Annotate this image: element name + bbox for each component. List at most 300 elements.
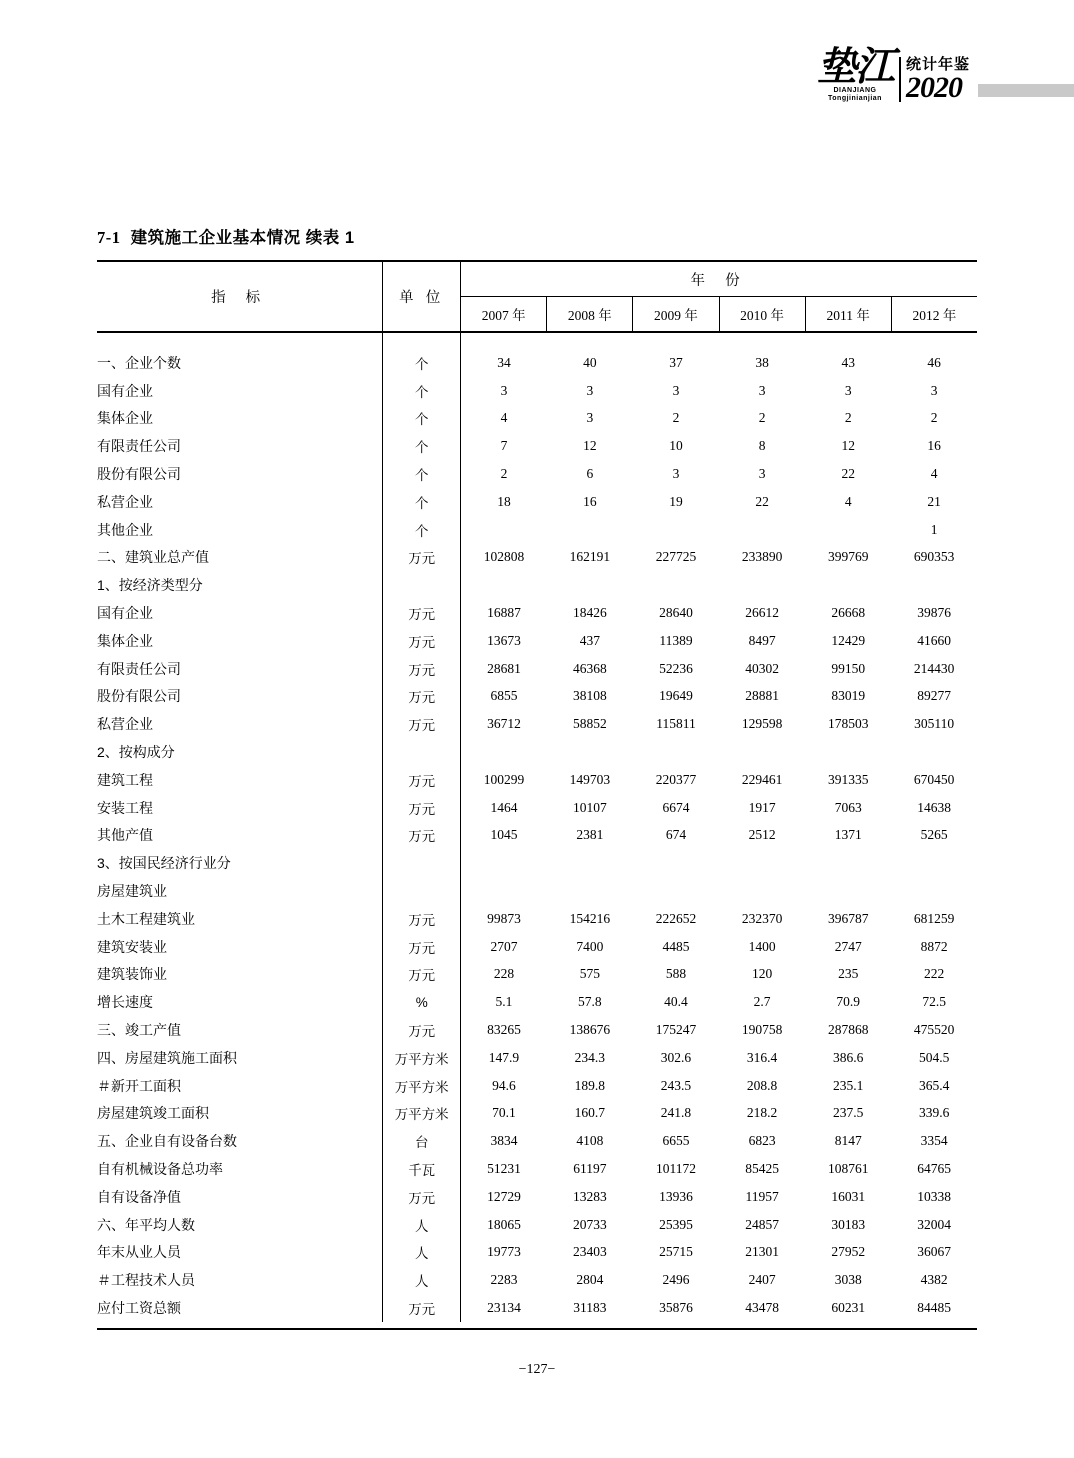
row-unit: 万元 xyxy=(383,1183,461,1211)
row-value: 2 xyxy=(930,410,938,426)
yearbook-logo xyxy=(816,44,970,104)
row-unit: 个 xyxy=(383,432,461,460)
row-value xyxy=(461,516,547,544)
row-value: 237.5 xyxy=(833,1105,864,1121)
row-label: 1、按经济类型分 xyxy=(97,571,383,599)
row-value: 162191 xyxy=(569,549,611,565)
row-value: 41660 xyxy=(917,632,952,648)
table-row xyxy=(97,738,977,766)
row-value: 2381 xyxy=(576,827,604,843)
table-row xyxy=(97,627,977,655)
row-value xyxy=(805,571,891,599)
row-value: 6855 xyxy=(490,688,518,704)
row-label: 股份有限公司 xyxy=(97,683,383,711)
row-value: 241.8 xyxy=(660,1105,692,1121)
row-value: 6823 xyxy=(748,1133,776,1149)
table-row xyxy=(97,766,977,794)
row-value: 681259 xyxy=(913,910,955,926)
row-label: 国有企业 xyxy=(97,377,383,405)
table-spacer-row xyxy=(97,332,977,349)
page-header xyxy=(754,44,1074,110)
table-row xyxy=(97,655,977,683)
table-row xyxy=(97,905,977,933)
row-value: 3834 xyxy=(490,1133,518,1149)
row-value xyxy=(805,849,891,877)
row-value: 35876 xyxy=(659,1299,693,1315)
table-body xyxy=(97,332,977,1322)
row-value: 10 xyxy=(669,438,683,454)
row-value xyxy=(547,571,633,599)
row-value xyxy=(633,877,719,905)
row-value: 3 xyxy=(500,382,508,398)
row-value: 8147 xyxy=(834,1133,862,1149)
table-row xyxy=(97,571,977,599)
table-row xyxy=(97,1016,977,1044)
row-value: 23134 xyxy=(487,1299,521,1315)
row-value: 72.5 xyxy=(922,994,946,1010)
row-value: 178503 xyxy=(827,716,869,732)
row-value: 6 xyxy=(586,466,594,482)
row-unit: 人 xyxy=(383,1239,461,1267)
row-value: 19649 xyxy=(659,688,693,704)
row-unit: 个 xyxy=(383,516,461,544)
table-title-text: 建筑施工企业基本情况 续表 1 xyxy=(130,229,355,247)
row-value: 23403 xyxy=(572,1244,607,1260)
row-value: 222 xyxy=(924,966,945,982)
row-value: 3 xyxy=(672,466,680,482)
row-value: 83019 xyxy=(831,688,866,704)
row-value: 138676 xyxy=(569,1022,611,1038)
row-value: 34 xyxy=(497,354,511,370)
table-row xyxy=(97,877,977,905)
row-value: 36067 xyxy=(917,1244,952,1260)
row-value: 129598 xyxy=(741,716,783,732)
table-row xyxy=(97,377,977,405)
row-label: 自有设备净值 xyxy=(97,1183,383,1211)
row-value: 16 xyxy=(927,438,941,454)
row-value: 25715 xyxy=(659,1244,693,1260)
row-value: 391335 xyxy=(827,771,869,787)
row-value xyxy=(719,849,805,877)
row-value: 7400 xyxy=(576,938,604,954)
row-value: 190758 xyxy=(741,1022,783,1038)
page-title xyxy=(97,224,355,248)
row-label: 六、年平均人数 xyxy=(97,1211,383,1239)
table-row xyxy=(97,961,977,989)
row-value: 1371 xyxy=(834,827,862,843)
table-row xyxy=(97,1294,977,1322)
row-value: 101172 xyxy=(655,1161,696,1176)
row-value: 2747 xyxy=(834,938,862,954)
row-value: 84485 xyxy=(917,1299,952,1315)
row-value: 3 xyxy=(930,382,938,398)
row-value: 243.5 xyxy=(660,1077,692,1093)
row-value: 58852 xyxy=(572,716,607,732)
row-unit: 万元 xyxy=(383,961,461,989)
row-unit: 万平方米 xyxy=(383,1044,461,1072)
row-label: 二、建筑业总产值 xyxy=(97,544,383,572)
logo-pinyin-secondary: Tongjinianjian xyxy=(828,95,882,102)
row-unit: 万元 xyxy=(383,599,461,627)
row-value: 229461 xyxy=(741,771,783,787)
row-unit: 个 xyxy=(383,377,461,405)
row-value xyxy=(547,738,633,766)
row-value xyxy=(633,849,719,877)
row-label: 应付工资总额 xyxy=(97,1294,383,1322)
row-unit xyxy=(383,849,461,877)
row-label: 集体企业 xyxy=(97,405,383,433)
row-value: 38 xyxy=(755,354,769,370)
row-value: 21 xyxy=(927,493,941,509)
row-value xyxy=(891,738,977,766)
row-value xyxy=(805,738,891,766)
row-value: 1464 xyxy=(490,799,518,815)
row-unit: 万元 xyxy=(383,905,461,933)
row-label: 建筑装饰业 xyxy=(97,961,383,989)
row-value: 235.1 xyxy=(833,1077,864,1093)
table-row xyxy=(97,683,977,711)
table-row xyxy=(97,432,977,460)
row-value: 20733 xyxy=(572,1216,607,1232)
table-row xyxy=(97,849,977,877)
table-row xyxy=(97,933,977,961)
logo-year: 2020 xyxy=(905,70,962,104)
row-value: 46368 xyxy=(572,660,607,676)
row-value: 120 xyxy=(751,966,773,982)
row-value: 2496 xyxy=(662,1272,690,1288)
row-value: 7063 xyxy=(834,799,862,815)
row-value: 32004 xyxy=(917,1216,952,1232)
row-value: 22 xyxy=(755,493,769,509)
row-value xyxy=(633,571,719,599)
row-value: 16031 xyxy=(831,1188,866,1204)
row-value: 115811 xyxy=(656,716,696,732)
row-label: 安装工程 xyxy=(97,794,383,822)
row-label: 其他产值 xyxy=(97,822,383,850)
row-label: 股份有限公司 xyxy=(97,460,383,488)
row-unit xyxy=(383,877,461,905)
row-value: 396787 xyxy=(827,910,869,926)
row-value: 8872 xyxy=(920,938,948,954)
row-value: 46 xyxy=(927,354,941,370)
row-label: 增长速度 xyxy=(97,988,383,1016)
row-value: 18065 xyxy=(487,1216,521,1232)
header-year-2011: 2011 年 xyxy=(805,297,891,332)
row-value: 57.8 xyxy=(578,994,602,1010)
row-unit: 万元 xyxy=(383,822,461,850)
row-value xyxy=(805,516,891,544)
row-value: 220377 xyxy=(655,771,697,787)
table-number: 7-1 xyxy=(97,228,121,247)
row-value: 12429 xyxy=(831,632,866,648)
row-value xyxy=(547,849,633,877)
row-value: 2407 xyxy=(748,1272,776,1288)
row-value xyxy=(633,516,719,544)
table-row xyxy=(97,822,977,850)
row-unit: 万元 xyxy=(383,794,461,822)
row-value: 1045 xyxy=(490,827,518,843)
row-value: 2.7 xyxy=(753,994,771,1010)
row-value: 232370 xyxy=(741,910,783,926)
row-label: 有限责任公司 xyxy=(97,432,383,460)
row-value: 214430 xyxy=(913,660,955,676)
row-value: 13673 xyxy=(487,632,521,648)
row-value xyxy=(633,738,719,766)
header-year-2007: 2007 年 xyxy=(461,297,547,332)
statistics-table xyxy=(97,260,977,1322)
logo-pinyin-primary: DIANJIANG xyxy=(833,87,877,94)
row-value: 3 xyxy=(672,382,680,398)
row-value xyxy=(461,738,547,766)
row-unit: 万元 xyxy=(383,544,461,572)
row-value xyxy=(891,849,977,877)
row-unit: 万元 xyxy=(383,766,461,794)
statistics-table-wrap xyxy=(97,260,977,1322)
row-label: 自有机械设备总功率 xyxy=(97,1155,383,1183)
row-unit: 个 xyxy=(383,488,461,516)
row-value: 85425 xyxy=(745,1161,779,1176)
row-value: 228 xyxy=(493,966,515,982)
row-value: 4485 xyxy=(662,938,690,954)
row-value: 437 xyxy=(579,632,600,648)
row-value: 14638 xyxy=(917,799,952,815)
row-unit: 万元 xyxy=(383,710,461,738)
row-label: 一、企业个数 xyxy=(97,349,383,377)
table-row xyxy=(97,460,977,488)
row-value: 189.8 xyxy=(574,1077,606,1093)
row-value: 18426 xyxy=(572,605,607,621)
row-value: 670450 xyxy=(913,771,955,787)
row-unit: 万元 xyxy=(383,683,461,711)
row-value: 28640 xyxy=(659,605,693,621)
row-value xyxy=(891,571,977,599)
row-value: 27952 xyxy=(831,1244,866,1260)
row-value: 28681 xyxy=(487,660,521,676)
row-value: 4 xyxy=(844,493,852,509)
row-value: 218.2 xyxy=(746,1105,778,1121)
row-value: 19773 xyxy=(487,1244,521,1260)
row-value: 302.6 xyxy=(660,1049,692,1065)
row-value: 51231 xyxy=(487,1161,521,1176)
row-label: 私营企业 xyxy=(97,710,383,738)
row-value: 147.9 xyxy=(488,1049,520,1065)
row-unit xyxy=(383,571,461,599)
row-value: 11389 xyxy=(659,632,693,648)
header-year-2012: 2012 年 xyxy=(912,308,957,323)
table-row xyxy=(97,1211,977,1239)
row-value: 100299 xyxy=(483,771,525,787)
row-value: 154216 xyxy=(569,910,611,926)
row-value: 39876 xyxy=(917,605,952,621)
row-value: 5265 xyxy=(920,827,948,843)
row-label: 房屋建筑竣工面积 xyxy=(97,1100,383,1128)
row-value: 40.4 xyxy=(664,994,688,1010)
row-label: 3、按国民经济行业分 xyxy=(97,849,383,877)
table-row xyxy=(97,710,977,738)
row-value: 3 xyxy=(586,410,594,426)
row-value: 287868 xyxy=(827,1022,869,1038)
row-value: 12 xyxy=(841,438,855,454)
row-unit: 万元 xyxy=(383,933,461,961)
logo-chinese-block xyxy=(816,44,893,102)
row-unit xyxy=(383,738,461,766)
row-value: 38108 xyxy=(572,688,607,704)
table-row xyxy=(97,1100,977,1128)
row-unit: 台 xyxy=(383,1127,461,1155)
row-value: 70.1 xyxy=(492,1105,516,1121)
row-value: 18 xyxy=(497,493,511,509)
row-value xyxy=(461,849,547,877)
row-value xyxy=(719,738,805,766)
row-value: 305110 xyxy=(914,716,955,732)
page-number: −127− xyxy=(518,1362,556,1377)
row-label: 2、按构成分 xyxy=(97,738,383,766)
row-unit: 万元 xyxy=(383,1294,461,1322)
row-unit: 人 xyxy=(383,1266,461,1294)
row-value xyxy=(547,516,633,544)
row-value xyxy=(719,516,805,544)
row-value: 10107 xyxy=(572,799,607,815)
row-value: 13936 xyxy=(659,1188,693,1204)
row-value: 25395 xyxy=(659,1216,693,1232)
row-value: 2707 xyxy=(490,938,518,954)
row-value: 3 xyxy=(844,382,852,398)
table-row xyxy=(97,1183,977,1211)
row-label: 建筑安装业 xyxy=(97,933,383,961)
row-value: 37 xyxy=(669,354,683,370)
row-unit: 个 xyxy=(383,460,461,488)
row-value: 2 xyxy=(500,466,508,482)
row-value: 10338 xyxy=(917,1188,952,1204)
row-value: 8 xyxy=(758,438,766,454)
row-value: 233890 xyxy=(741,549,783,565)
row-value: 339.6 xyxy=(918,1105,950,1121)
row-value xyxy=(719,877,805,905)
row-value: 12729 xyxy=(487,1188,521,1204)
row-value: 26668 xyxy=(831,605,866,621)
row-value: 21301 xyxy=(745,1244,779,1260)
row-value: 43478 xyxy=(745,1299,779,1315)
table-head-row-1 xyxy=(97,261,977,297)
row-value xyxy=(461,571,547,599)
header-indicator: 指 标 xyxy=(97,261,383,331)
row-value: 12 xyxy=(583,438,597,454)
logo-subtitle: 统计年鉴 xyxy=(905,56,970,73)
row-value: 36712 xyxy=(487,716,521,732)
row-value: 3 xyxy=(758,382,766,398)
row-value: 60231 xyxy=(831,1299,866,1315)
table-row xyxy=(97,1072,977,1100)
row-unit: 人 xyxy=(383,1211,461,1239)
row-value: 3 xyxy=(586,382,594,398)
table-row xyxy=(97,516,977,544)
row-label: 五、企业自有设备台数 xyxy=(97,1127,383,1155)
table-bottom-rule xyxy=(97,1328,977,1330)
row-unit: 万平方米 xyxy=(383,1072,461,1100)
header-year-2010: 2010 年 xyxy=(719,297,805,332)
table-row xyxy=(97,349,977,377)
row-value: 70.9 xyxy=(836,994,861,1010)
row-label: 三、竣工产值 xyxy=(97,1016,383,1044)
row-value xyxy=(461,877,547,905)
table-row xyxy=(97,988,977,1016)
row-value: 1400 xyxy=(748,938,776,954)
row-value: 13283 xyxy=(572,1188,607,1204)
row-value: 504.5 xyxy=(918,1049,950,1065)
table-row xyxy=(97,1266,977,1294)
row-value: 40 xyxy=(583,354,597,370)
row-value: 64765 xyxy=(917,1161,952,1176)
row-unit: 个 xyxy=(383,405,461,433)
row-unit: 个 xyxy=(383,349,461,377)
row-value: 3038 xyxy=(834,1272,862,1288)
row-value: 7 xyxy=(500,438,508,454)
row-value xyxy=(805,877,891,905)
row-unit: 万元 xyxy=(383,655,461,683)
row-value: 2 xyxy=(758,410,766,426)
row-label: 国有企业 xyxy=(97,599,383,627)
row-value: 2 xyxy=(672,410,680,426)
table-row xyxy=(97,1155,977,1183)
row-value: 227725 xyxy=(655,549,697,565)
row-value: 43 xyxy=(841,354,855,370)
table-row xyxy=(97,794,977,822)
row-value: 30183 xyxy=(831,1216,866,1232)
row-value: 2804 xyxy=(576,1272,604,1288)
row-value: 26612 xyxy=(745,605,779,621)
row-label: 土木工程建筑业 xyxy=(97,905,383,933)
row-value: 99150 xyxy=(831,660,866,676)
row-value: 108761 xyxy=(827,1161,869,1176)
row-label: 年末从业人员 xyxy=(97,1239,383,1267)
row-value: 234.3 xyxy=(574,1049,606,1065)
row-label: 集体企业 xyxy=(97,627,383,655)
header-gray-bar xyxy=(978,84,1074,97)
row-label: 建筑工程 xyxy=(97,766,383,794)
row-value: 31183 xyxy=(573,1299,607,1315)
row-unit: % xyxy=(383,988,461,1016)
row-value: 99873 xyxy=(487,910,521,926)
row-value: 19 xyxy=(669,493,683,509)
header-year-group: 年 份 xyxy=(461,261,977,297)
row-label: 私营企业 xyxy=(97,488,383,516)
row-value: 475520 xyxy=(913,1022,955,1038)
row-value: 690353 xyxy=(913,549,955,565)
row-label: 房屋建筑业 xyxy=(97,877,383,905)
row-value: 28881 xyxy=(745,688,779,704)
table-row xyxy=(97,488,977,516)
row-value: 386.6 xyxy=(833,1049,864,1065)
row-value: 22 xyxy=(841,466,855,482)
row-value: 24857 xyxy=(745,1216,779,1232)
row-value: 208.8 xyxy=(746,1077,778,1093)
table-row xyxy=(97,544,977,572)
row-value: 4 xyxy=(500,410,508,426)
row-value: 102808 xyxy=(483,549,525,565)
row-unit: 千瓦 xyxy=(383,1155,461,1183)
table-row xyxy=(97,1239,977,1267)
row-unit: 万平方米 xyxy=(383,1100,461,1128)
row-label: 其他企业 xyxy=(97,516,383,544)
row-value: 61197 xyxy=(573,1161,607,1176)
row-value xyxy=(891,877,977,905)
row-value xyxy=(719,571,805,599)
header-year-2008: 2008 年 xyxy=(547,297,633,332)
row-value: 94.6 xyxy=(492,1077,516,1093)
row-value: 222652 xyxy=(655,910,697,926)
row-value: 2 xyxy=(844,410,852,426)
table-row xyxy=(97,1044,977,1072)
